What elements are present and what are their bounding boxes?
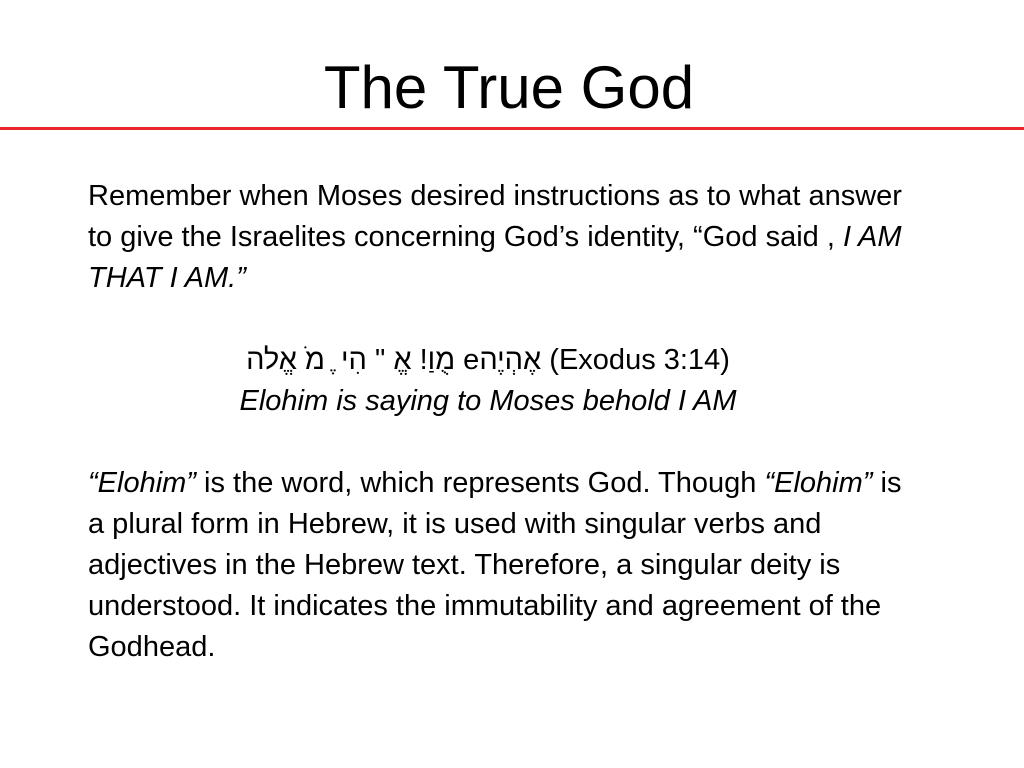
hebrew-verse: מֻוַ! אֱ " הִי ֶ מֹ אֱלה eאֶהְיֶה	[246, 344, 542, 376]
title-divider	[0, 127, 1024, 130]
explanation-text-2: is a plural form in Hebrew, it is used with singular verbs and adjectives in the Hebrew text. Therefore, a singular deity is understood. It indicates the immutability and agreement of the Godhead.	[88, 467, 902, 663]
slide-title: The True God	[323, 54, 695, 121]
elohim-term: “Elohim”	[88, 467, 196, 499]
verse-line	[88, 340, 888, 381]
verse-translation: Elohim is saying to Moses behold I AM	[239, 385, 737, 417]
intro-quote: I AM THAT I AM.”	[88, 221, 902, 294]
explanation-text-1: is the word, which represents God. Though	[195, 467, 765, 499]
explanation-paragraph	[88, 463, 908, 668]
elohim-term: “Elohim”	[764, 467, 873, 499]
slide-body	[88, 176, 908, 668]
intro-paragraph	[88, 176, 908, 299]
verse-reference: (Exodus 3:14)	[541, 344, 730, 376]
spacer	[88, 422, 908, 463]
spacer	[88, 299, 908, 340]
intro-text: Remember when Moses desired instructions as to what answer to give the Israelites concerning God’s identity, “God said ,	[88, 180, 902, 253]
